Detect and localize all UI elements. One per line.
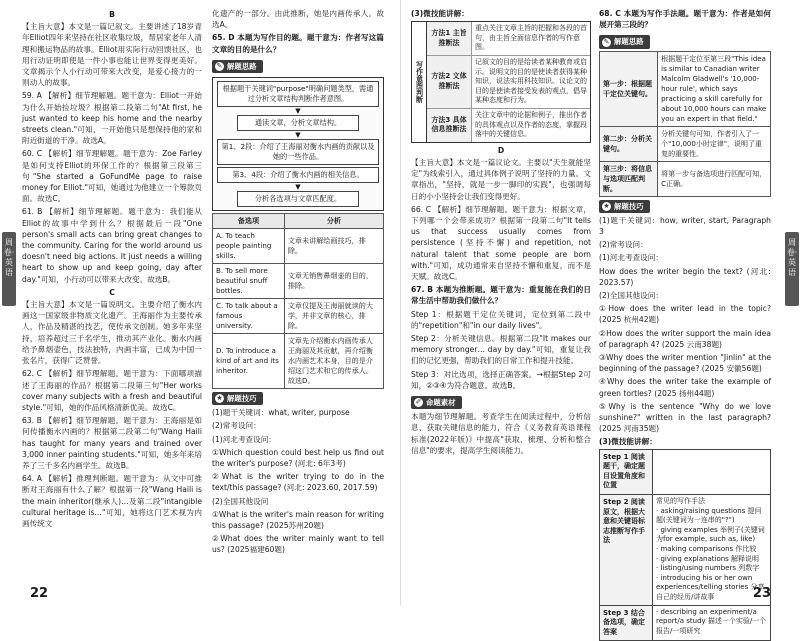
options-analysis-table — [212, 213, 384, 389]
method-label: 方法1 主旨推断法 — [427, 22, 472, 55]
flow-step: 第3、4段：介绍了衡水内画的相关信息。 — [217, 167, 379, 183]
method-label: 方法3 具体信息推断法 — [427, 109, 472, 142]
left-page — [0, 0, 400, 605]
answer-63: 63. B 【解析】细节理解题。题干意为：王海丽是如何传播衡水内画的？根据第二段第二句"Wang Haili has taught for many years and trained over 3,000 inner painting students."可知，她多年来培养了三千多名内画学生。故选B。 — [22, 416, 202, 470]
answer-64: 64. A 【解析】推理判断题。题干意为：从文中可推断对王海丽有什么了解？根据第一段"Wang Haili is the main inheritor(继承人)…及第二段"intangible cultural heritage is…"可知，她将这门艺术视为内画传统文 — [22, 474, 202, 528]
option-cell: A. To teach people painting skills. — [213, 229, 285, 264]
table-row — [213, 334, 384, 389]
approach-table — [599, 51, 771, 197]
right-column-1 — [411, 8, 591, 458]
down-arrow-icon: ▼ — [295, 183, 301, 192]
flow-step: 第1、2段：介绍了王海丽对衡水内画的贡献以及她的一些作品。 — [217, 139, 379, 165]
step-row — [599, 494, 771, 606]
star-icon: ★ — [603, 201, 610, 210]
mindmap-row — [427, 109, 590, 142]
option-cell: D. To introduce a kind of art and its inheritor. — [213, 334, 285, 389]
step-body: 根据题干定位至第三段"This idea is similar to Canadian writer Malcolm Gladwell's '10,000-hour rule', which says practicing a skill carefully for about 10,000 hours can make you an expert in that field." — [658, 51, 771, 126]
side-tab: 周卷·英语 — [2, 232, 16, 306]
mindmap — [411, 21, 591, 143]
skill-line: (1)河北考查设问： — [212, 434, 276, 444]
right-page — [400, 0, 801, 636]
option-cell: B. To sell more beautiful snuff bottles. — [213, 264, 285, 299]
table-row — [600, 51, 771, 126]
skill-heading: ★ 解题技巧 — [599, 200, 650, 213]
skill-line: ②How does the writer support the main idea of paragraph 4? (2025 云南38题) — [599, 328, 771, 349]
skill-line: ①How does the writer lead in the topic? (2025 杭州42题) — [599, 304, 771, 325]
skill-line: (1)题干关键词：how, writer, start, Paragraph 3 — [599, 215, 771, 237]
answer-66: 66. C 【解析】细节理解题。题干意为：根据文章，下列哪一个会带来成功？根据第一段第二句"It tells us that success usually comes from persistence (坚持不懈) and repetition, not natural talent that some people are born with."可知，成功通常来自坚持不懈和重复，而不是天赋。故选C。 — [411, 204, 591, 281]
flow-step: 根据题干关键词"purpose"明确问题类型，需通过分析文章结构判断作者意图。 — [217, 81, 379, 107]
page-number: 22 — [30, 586, 49, 601]
pen-icon: ✐ — [415, 398, 422, 407]
step-row — [599, 449, 771, 495]
step-body: 常见的写作手法 · asking/raising questions 提问题(关键词为一连串的"?") · giving examples 举例子(关键词为for example, such as, like) · making comparisons 作比较 · giving explanations 解释说明 · listing/using numbers 列数字 · introducing his or her own experiences/telling stories 分享自己的经历/讲故事 — [656, 497, 765, 601]
answer-62: 62. C 【解析】细节理解题。题干意为：下面哪项描述了王海丽的作品？根据第二段第三句"Her works cover many subjects with a fresh and beautiful style."可知，她的作品风格清新优美。故选C。 — [22, 369, 202, 412]
proposition-text: 本题为细节理解题。考查学生在阅读过程中，分析信息、获取关键信息的能力，符合《义务教育英语课程标准(2022年版)》中提高"获取、梳理、分析和整合信息"的要求，提高学生阅读能力。 — [411, 412, 591, 455]
method-body: 记叙文的目的是给读者某种教育或启示。说明文的目的是使读者获得某种知识，说法实用科技知识。议论文的目的是使读者接受发表的观点，倡导某种态度和行为。 — [475, 57, 587, 105]
section-heading-d: D — [497, 145, 505, 155]
down-arrow-icon: ▼ — [295, 107, 301, 116]
step-line: Step 2：分析关键信息。根据第二段"It makes our memory stronger… day by day."可知，重复让我们的记忆更强，帮助我们的日常工作和提升技能。 — [411, 333, 591, 366]
skill-line: ⑤Why is the sentence "Why do we love sunshine?" written in the last paragraph? (2025 河南35题) — [599, 401, 771, 434]
analysis-cell: 文章先介绍衡水内画传承人王海丽及其贡献，再介绍衡水内画艺术本身，目的是介绍这门艺术和它的传承人。故选D。 — [284, 334, 383, 389]
step-label: Step 2 阅读原文，根据大意和关键语标志推断写作手法 — [600, 495, 653, 605]
right-column-2 — [599, 8, 771, 641]
skill-line: ①What is the writer's main reason for writing this passage? (2025苏州20题) — [212, 509, 384, 531]
step-body: 分析关键句可知，作者引入了一个"10,000小时定律"，说明了重复的重要性。 — [658, 126, 771, 161]
method-body: 关注文章中的论据和例子，推出作者的具体观点以及作者的态度，掌握段落中的关键信息。 — [475, 110, 587, 139]
skill-line: ②What is the writer trying to do in the text/this passage? (河北: 2023.60, 2017.59) — [212, 472, 384, 493]
section-heading-b: B — [109, 10, 115, 19]
left-column-2 — [212, 8, 384, 558]
answer-59: 59. A 【解析】细节理解题。题干意为：Elliot一开始为什么开始捡垃圾？根据第二段第二句"At first, he just wanted to keep his home and the nearby streets clean."可知，一开始他只是想保持他的家和附近街道的干净。故选A。 — [22, 91, 202, 146]
mindmap-row — [427, 22, 590, 56]
star-icon: ★ — [216, 394, 223, 403]
step-body — [653, 450, 770, 494]
step-line: Step 3：对比选项，选择正确答案。→根据Step 2可知，②③④为符合题意。故选B。 — [411, 369, 591, 390]
solve-approach-heading: ✎ 解题思路 — [212, 60, 263, 73]
mindmap-row — [427, 56, 590, 109]
skill-line: (3)微技能讲解： — [599, 437, 657, 447]
skill-line: (1)河北考查设问： — [599, 253, 663, 263]
table-header: 分析 — [284, 214, 383, 229]
side-tab: 周卷·英语 — [785, 232, 799, 306]
question-65: 65. D 本题为写作目的题。题干意为：作者写这篇文章的目的是什么？ — [212, 33, 384, 54]
skill-line: (2)全国其他设问 — [212, 496, 269, 506]
analysis-cell: 文章无销售鼻烟壶的目的，排除。 — [284, 264, 383, 299]
skill-heading: ★ 解题技巧 — [212, 392, 263, 405]
approach-flowchart — [212, 77, 384, 211]
table-row — [600, 161, 771, 196]
proposition-heading: ✐ 命题素材 — [411, 396, 462, 409]
answer-60: 60. C 【解析】细节理解题。题干意为：Zoe Farley是如何支持Elliot的环保工作的？根据第三段第三句"She started a GoFundMe page to raise money for Elliot."可知，她通过为他建立一个筹款页面。故选C。 — [22, 149, 202, 204]
skill-line: ④Why does the writer take the example of green tortles? (2025 扬州44题) — [599, 377, 771, 398]
step-line: Step 1：根据题干定位关键词，定位到第二段中的"repetition"和"in our daily lives"。 — [411, 309, 591, 330]
table-row — [600, 126, 771, 161]
step-body: 将第一步与备选项进行匹配可知，C正确。 — [658, 161, 771, 196]
table-row — [213, 299, 384, 334]
bulb-icon: ✎ — [603, 37, 610, 46]
skill-line: (2)全国其他设问： — [599, 291, 663, 301]
skill-line: ③Why does the writer mention "Jinlin" at the beginning of the passage? (2025 安徽56题) — [599, 353, 771, 374]
left-column-1 — [22, 8, 202, 531]
step-body: · describing an experiment/a report/a study 描述一个实验/一个报告/一项研究 — [656, 607, 767, 635]
main-idea-c: 【主旨大意】本文是一篇说明文。主要介绍了衡水内画这一国家级非物质文化遗产。王海丽作为主要传承人，作品及精湛的技艺，使传承文创制。她多年来坚持，培养超过三千名学生，推动其产业化。衡水内画给予鼻烟壶色，技法独特，内画丰富，已成为中国一张名片，获得广泛赞誉。 — [22, 300, 202, 366]
skill-line: (1)题干关键词：what, writer, purpose — [212, 408, 350, 418]
skill-line: ②What does the writer mainly want to tell us? (2025福建60题) — [212, 534, 384, 555]
analysis-cell: 文章仅提及王海丽就读的大学，并非文章的核心，排除。 — [284, 299, 383, 334]
main-idea-b: 【主旨大意】本文是一篇记叙文。主要讲述了18岁青年Elliot四年来坚持在社区收集垃圾，帮居家老年人清理和搬运物品的故事。Elliot用实际行动回馈社区，也用行动证明即使是一件小事也能让世界变得更美好。文章揭示个人小行动可带来大改变，是爱心接力的一则动人的故事。 — [22, 22, 202, 88]
skill-line: ①Which question could best help us find out the writer's purpose? (河北: 6年3考) — [212, 447, 384, 469]
step-row — [599, 605, 771, 641]
table-row — [213, 264, 384, 299]
table-row — [213, 229, 384, 264]
question-67: 67. B 本题为推断题。题干意为：重复能在我们的日常生活中帮助我们做什么？ — [411, 285, 591, 306]
step-label: 第二步：分析关键句。 — [600, 126, 658, 161]
method-body: 重点关注文章主旨的把握和各段的首句，由主旨全面信息作者的写作意图。 — [475, 24, 587, 52]
micro-skill-heading: (3)微技能讲解： — [411, 9, 469, 18]
skill-line: (2)常考设问： — [212, 421, 261, 431]
main-idea-d: 【主旨大意】本文是一篇议论文。主要以"天生就能坚定"为线索引入，通过具体例子说明了坚持的力量。文章指出，"坚持，就是一步一脚印的实践"，也强调每日的小小坚持会让我们变得更好。 — [411, 157, 591, 201]
down-arrow-icon: ▼ — [295, 131, 301, 140]
step-label: Step 3 结合备选项，确定答案 — [600, 606, 653, 641]
step-label: 第三步：将信息与选项匹配判断。 — [600, 161, 658, 196]
method-label: 方法2 文体推断法 — [427, 56, 472, 108]
section-heading-c: C — [109, 287, 115, 297]
skill-line: How does the writer begin the text? (河北: 2023.57) — [599, 266, 771, 287]
answer-64-cont: 化遗产的一部分。由此推断，她是内画传承人。故选A。 — [212, 9, 384, 30]
option-cell: C. To talk about a famous university. — [213, 299, 285, 334]
answer-61: 61. B 【解析】细节理解题。题干意为：我们能从Elliot的故事中学到什么？根据最后一段"One person's small acts can bring great changes to the community. Caring for the world around us doesn't need big actions. It just needs a willing heart to show up and keep going, day after day."可知，小行动可以带来大改变。故选B。 — [22, 207, 202, 284]
flow-step: 分析各选项与文章匹配度。 — [237, 191, 358, 207]
solve-approach-heading: ✎ 解题思路 — [599, 35, 650, 48]
step-label: 第一步：根据题干定位关键句。 — [600, 51, 658, 126]
question-68: 68. C 本题为写作手法题。题干意为：作者是如何展开第三段的？ — [599, 9, 771, 30]
bulb-icon: ✎ — [216, 61, 223, 70]
page-number: 23 — [752, 586, 771, 601]
mindmap-title: 写作意图判断 — [411, 21, 426, 143]
step-label: Step 1 阅读题干，确定题目设置角度和位置 — [600, 450, 653, 494]
skill-line: (2)常考设问： — [599, 240, 648, 250]
analysis-cell: 文章未讲解绘画技巧，排除。 — [284, 229, 383, 264]
table-header: 备选项 — [213, 214, 285, 229]
flow-step: 通读文章，分析文章结构。 — [237, 115, 358, 131]
